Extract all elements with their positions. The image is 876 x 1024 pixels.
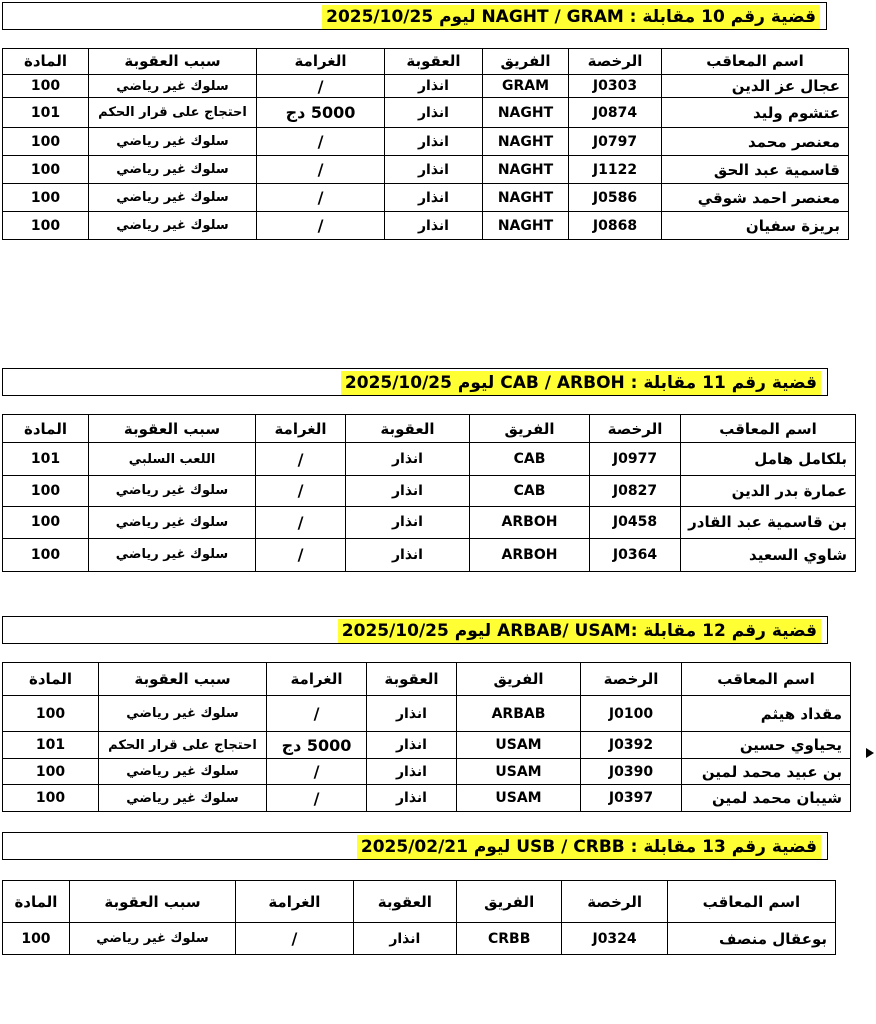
header-offender-name: اسم المعاقب [662,49,849,75]
penalty-reason: احتجاج على قرار الحكم [99,732,267,759]
table-row [3,98,849,128]
penalty: انذار [346,538,470,571]
header-article: المادة [3,881,70,923]
license-number: J0458 [590,507,681,538]
fine-amount: 5000 دج [267,732,367,759]
penalty-reason: سلوك غير رياضي [89,212,257,240]
header-penalty: العقوبة [353,881,456,923]
fine-amount: / [257,156,385,184]
penalty-reason: سلوك غير رياضي [89,156,257,184]
license-number: J0868 [569,212,662,240]
license-number: J0324 [562,923,667,955]
fine-amount: / [257,128,385,156]
penalty: انذار [385,128,483,156]
fine-amount: / [256,475,346,506]
article-number: 100 [3,156,89,184]
header-article: المادة [3,49,89,75]
team-name: CAB [470,443,590,475]
penalty-reason: سلوك غير رياضي [89,74,257,98]
offender-name: شاوي السعيد [681,538,856,571]
offender-name: عجال عز الدين [662,74,849,98]
header-fine: الغرامة [256,415,346,443]
offender-name: قاسمية عبد الحق [662,156,849,184]
penalty: انذار [346,443,470,475]
table-row [3,443,856,475]
penalty: انذار [367,785,457,812]
license-number: J1122 [569,156,662,184]
fine-amount: / [267,695,367,732]
offender-name: بلكامل هامل [681,443,856,475]
header-license: الرخصة [562,881,667,923]
article-number: 100 [3,538,89,571]
fine-amount: / [267,758,367,785]
header-article: المادة [3,663,99,696]
fine-amount: / [236,923,354,955]
header-offender-name: اسم المعاقب [667,881,835,923]
article-number: 100 [3,758,99,785]
penalty-table [2,414,856,572]
table-row [3,74,849,98]
article-number: 100 [3,128,89,156]
penalty: انذار [353,923,456,955]
article-number: 101 [3,443,89,475]
header-fine: الغرامة [257,49,385,75]
license-number: J0874 [569,98,662,128]
article-number: 100 [3,695,99,732]
header-team: الفريق [470,415,590,443]
team-name: NAGHT [483,184,569,212]
team-name: NAGHT [483,212,569,240]
table-row [3,156,849,184]
penalty: انذار [367,732,457,759]
penalty: انذار [346,475,470,506]
article-number: 100 [3,212,89,240]
case-title: قضية رقم 13 مقابلة : USB / CRBB ليوم 2025/02/21 [357,835,821,859]
fine-amount: / [267,785,367,812]
header-reason: سبب العقوبة [89,49,257,75]
team-name: CAB [470,475,590,506]
license-number: J0100 [581,695,682,732]
header-penalty: العقوبة [346,415,470,443]
table-header-row [3,881,836,923]
penalty-reason: سلوك غير رياضي [99,758,267,785]
fine-amount: / [257,184,385,212]
penalty-table [2,48,849,240]
header-reason: سبب العقوبة [69,881,235,923]
penalty-reason: سلوك غير رياضي [99,785,267,812]
table-row [3,184,849,212]
table-row [3,475,856,506]
offender-name: يحياوي حسين [682,732,851,759]
offender-name: بوعقال منصف [667,923,835,955]
penalty-reason: اللعب السلبي [89,443,256,475]
license-number: J0392 [581,732,682,759]
case-header [2,368,828,396]
table-row [3,695,851,732]
header-fine: الغرامة [236,881,354,923]
article-number: 100 [3,475,89,506]
header-license: الرخصة [569,49,662,75]
team-name: USAM [457,732,581,759]
header-penalty: العقوبة [367,663,457,696]
penalty: انذار [346,507,470,538]
case-header [2,2,827,30]
penalty-reason: سلوك غير رياضي [89,184,257,212]
penalty-reason: سلوك غير رياضي [89,475,256,506]
case-header [2,616,828,644]
header-team: الفريق [457,881,562,923]
penalty-reason: سلوك غير رياضي [99,695,267,732]
case-title: قضية رقم 11 مقابلة : CAB / ARBOH ليوم 2025/10/25 [341,371,821,395]
header-reason: سبب العقوبة [89,415,256,443]
license-number: J0364 [590,538,681,571]
table-header-row [3,663,851,696]
penalty-reason: احتجاج على قرار الحكم [89,98,257,128]
header-reason: سبب العقوبة [99,663,267,696]
header-fine: الغرامة [267,663,367,696]
penalty: انذار [385,184,483,212]
header-offender-name: اسم المعاقب [681,415,856,443]
arrow-marker-icon [866,748,874,758]
license-number: J0397 [581,785,682,812]
case-header [2,832,828,860]
penalty-table [2,662,851,812]
team-name: NAGHT [483,156,569,184]
table-row [3,785,851,812]
header-penalty: العقوبة [385,49,483,75]
offender-name: بن قاسمية عبد القادر [681,507,856,538]
article-number: 100 [3,785,99,812]
offender-name: بن عبيد محمد لمين [682,758,851,785]
table-row [3,758,851,785]
team-name: ARBAB [457,695,581,732]
table-header-row [3,49,849,75]
header-license: الرخصة [590,415,681,443]
offender-name: مقداد هيثم [682,695,851,732]
header-team: الفريق [457,663,581,696]
fine-amount: / [256,538,346,571]
license-number: J0586 [569,184,662,212]
fine-amount: / [257,74,385,98]
article-number: 100 [3,507,89,538]
penalty: انذار [385,98,483,128]
team-name: CRBB [457,923,562,955]
table-header-row [3,415,856,443]
license-number: J0390 [581,758,682,785]
license-number: J0977 [590,443,681,475]
table-row [3,128,849,156]
article-number: 100 [3,74,89,98]
fine-amount: 5000 دج [257,98,385,128]
team-name: USAM [457,758,581,785]
fine-amount: / [256,443,346,475]
table-row [3,732,851,759]
penalty-reason: سلوك غير رياضي [89,538,256,571]
team-name: USAM [457,785,581,812]
license-number: J0303 [569,74,662,98]
header-license: الرخصة [581,663,682,696]
penalty-reason: سلوك غير رياضي [89,507,256,538]
penalty: انذار [385,212,483,240]
team-name: GRAM [483,74,569,98]
header-team: الفريق [483,49,569,75]
team-name: NAGHT [483,98,569,128]
article-number: 100 [3,923,70,955]
offender-name: شيبان محمد لمين [682,785,851,812]
offender-name: بريزة سفيان [662,212,849,240]
penalty-reason: سلوك غير رياضي [89,128,257,156]
article-number: 101 [3,732,99,759]
penalty: انذار [385,74,483,98]
table-row [3,923,836,955]
penalty: انذار [367,758,457,785]
case-title: قضية رقم 12 مقابلة :ARBAB/ USAM ليوم 2025/10/25 [338,619,821,643]
penalty: انذار [385,156,483,184]
offender-name: عتشوم وليد [662,98,849,128]
offender-name: معنصر احمد شوقي [662,184,849,212]
article-number: 100 [3,184,89,212]
penalty-reason: سلوك غير رياضي [69,923,235,955]
article-number: 101 [3,98,89,128]
header-article: المادة [3,415,89,443]
case-title: قضية رقم 10 مقابلة : NAGHT / GRAM ليوم 2025/10/25 [322,5,820,29]
penalty: انذار [367,695,457,732]
team-name: ARBOH [470,538,590,571]
team-name: ARBOH [470,507,590,538]
offender-name: عمارة بدر الدين [681,475,856,506]
license-number: J0827 [590,475,681,506]
table-row [3,212,849,240]
header-offender-name: اسم المعاقب [682,663,851,696]
table-row [3,538,856,571]
fine-amount: / [257,212,385,240]
penalty-table [2,880,836,955]
table-row [3,507,856,538]
license-number: J0797 [569,128,662,156]
offender-name: معنصر محمد [662,128,849,156]
team-name: NAGHT [483,128,569,156]
fine-amount: / [256,507,346,538]
